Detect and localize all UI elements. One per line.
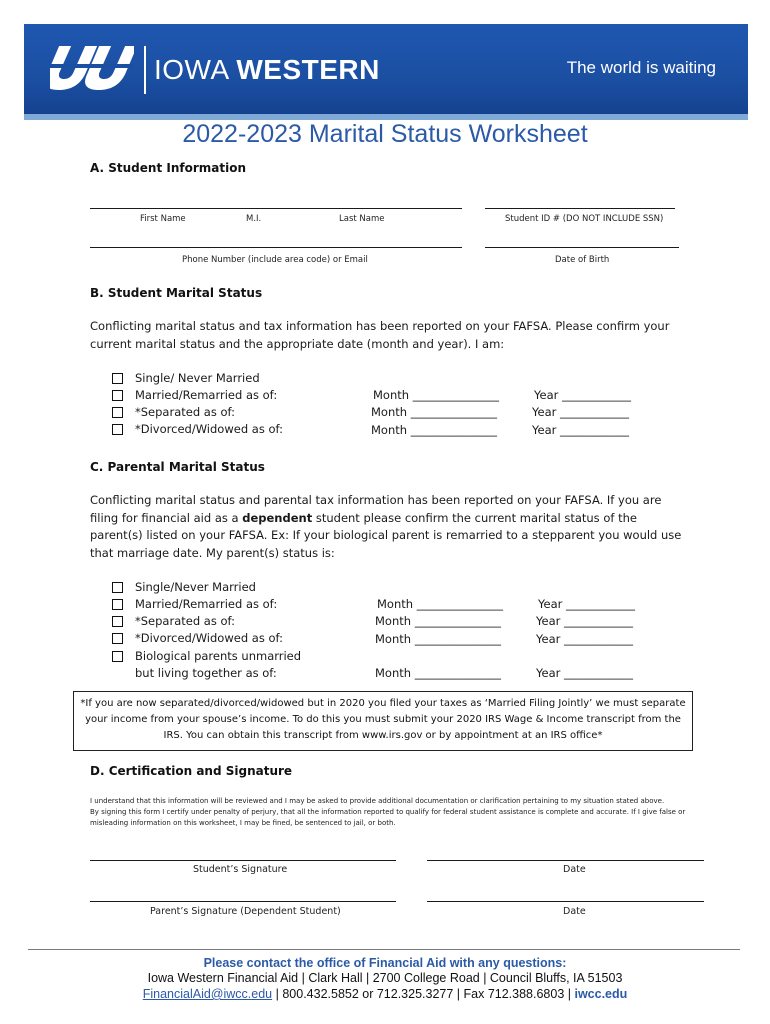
student-signature-line[interactable] <box>90 860 396 861</box>
phone-email-label: Phone Number (include area code) or Email <box>182 255 368 265</box>
parent-unmarried-checkbox[interactable] <box>112 651 123 662</box>
student-date-line[interactable] <box>427 860 704 861</box>
student-divorced-month[interactable]: Month _______________ <box>371 423 497 437</box>
parent-signature-line[interactable] <box>90 901 396 902</box>
brand-name <box>154 54 380 86</box>
student-option-label: *Separated as of: <box>135 405 236 419</box>
dob-label: Date of Birth <box>555 255 610 265</box>
student-date-label: Date <box>563 864 586 875</box>
parent-option-label: Single/Never Married <box>135 580 256 594</box>
student-married-year[interactable]: Year ____________ <box>534 388 632 402</box>
last-name-label: Last Name <box>339 214 385 224</box>
student-divorced-checkbox[interactable] <box>112 424 123 435</box>
header-banner <box>24 24 748 120</box>
parent-married-checkbox[interactable] <box>112 599 123 610</box>
student-separated-checkbox[interactable] <box>112 407 123 418</box>
parent-option-label-continued: but living together as of: <box>135 666 277 680</box>
section-c-heading: C. Parental Marital Status <box>90 460 265 474</box>
certification-text-1: I understand that this information will be reviewed and I may be asked to provide additional documentation or clarification pertaining to my situation stated above. <box>90 797 665 805</box>
section-b-intro: Conflicting marital status and tax information has been reported on your FAFSA. Please confirm your current marital status and the appropriate date (month and year). I am: <box>90 319 670 351</box>
student-married-checkbox[interactable] <box>112 390 123 401</box>
tagline: The world is waiting <box>566 58 716 77</box>
parent-signature-label: Parent’s Signature (Dependent Student) <box>150 906 341 917</box>
certification-text-2: By signing this form I certify under penalty of perjury, that all the information reported to qualify for federal student assistance is complete and accurate. If I give false or misleading information on this worksheet, I may be fined, be sentenced to jail, or both. <box>90 808 686 827</box>
footer-contact-heading: Please contact the office of Financial Aid with any questions: <box>203 956 567 970</box>
parent-married-year[interactable]: Year ____________ <box>538 597 636 611</box>
logo-divider <box>144 46 146 94</box>
student-signature-label: Student’s Signature <box>193 864 288 875</box>
parent-option-label: *Separated as of: <box>135 614 236 628</box>
iowa-western-logo-icon <box>50 42 134 92</box>
section-c-intro <box>90 492 690 562</box>
student-single-checkbox[interactable] <box>112 373 123 384</box>
student-separated-year[interactable]: Year ____________ <box>532 405 630 419</box>
parent-date-label: Date <box>563 906 586 917</box>
parent-option-label: *Divorced/Widowed as of: <box>135 631 284 645</box>
section-c-intro-part-2: student please confirm the current marital status of the parent(s) listed on your FAFSA. Ex: If your biological parent is remarried to a stepparent you would use that marriage date. My parent(s) status is: <box>90 510 682 560</box>
section-b-heading: B. Student Marital Status <box>90 286 263 300</box>
page-title: 2022-2023 Marital Status Worksheet <box>182 120 588 148</box>
website-link[interactable]: iwcc.edu <box>574 987 628 1001</box>
student-option-label: *Divorced/Widowed as of: <box>135 422 284 436</box>
student-divorced-year[interactable]: Year ____________ <box>532 423 630 437</box>
parent-divorced-checkbox[interactable] <box>112 633 123 644</box>
section-c-intro-part-1: Conflicting marital status and parental tax information has been reported on your FAFSA. If you are filing for financial aid as a <box>90 493 662 525</box>
footer-contact-line <box>0 987 770 1001</box>
footer-divider <box>28 949 740 950</box>
financial-aid-email-link[interactable]: FinancialAid@iwcc.edu <box>142 987 273 1001</box>
parent-separated-year[interactable]: Year ____________ <box>536 614 634 628</box>
parent-divorced-year[interactable]: Year ____________ <box>536 632 634 646</box>
irs-transcript-note: *If you are now separated/divorced/widowed but in 2020 you filed your taxes as ‘Married Filing Jointly’ we must separate your income from your spouse’s income. To do this you must submit your 2020 IRS Wage & Income transcript from the IRS. You can obtain this transcript from www.irs.gov or by appointment at an IRS office* <box>73 691 693 751</box>
parent-unmarried-year[interactable]: Year ____________ <box>536 666 634 680</box>
section-c-intro-bold: dependent <box>242 510 313 525</box>
parent-separated-month[interactable]: Month _______________ <box>375 614 501 628</box>
parent-date-line[interactable] <box>427 901 704 902</box>
parent-unmarried-month[interactable]: Month _______________ <box>375 666 501 680</box>
first-name-label: First Name <box>140 214 186 224</box>
parent-option-label: Biological parents unmarried <box>135 649 302 663</box>
phone-email-line[interactable] <box>90 247 462 248</box>
parent-married-month[interactable]: Month _______________ <box>377 597 503 611</box>
brand-name-light: IOWA <box>154 54 237 85</box>
student-id-label: Student ID # (DO NOT INCLUDE SSN) <box>505 214 664 224</box>
footer-address: Iowa Western Financial Aid | Clark Hall | 2700 College Road | Council Bluffs, IA 51503 <box>147 971 623 985</box>
mi-label: M.I. <box>246 214 262 224</box>
student-option-label: Married/Remarried as of: <box>135 388 278 402</box>
brand-name-bold: WESTERN <box>236 54 380 85</box>
student-separated-month[interactable]: Month _______________ <box>371 405 497 419</box>
section-d-heading: D. Certification and Signature <box>90 764 293 778</box>
parent-option-label: Married/Remarried as of: <box>135 597 278 611</box>
footer-phones: | 800.432.5852 or 712.325.3277 | Fax 712.388.6803 | <box>272 987 575 1001</box>
section-a-heading: A. Student Information <box>90 161 246 175</box>
student-married-month[interactable]: Month _______________ <box>373 388 499 402</box>
parent-separated-checkbox[interactable] <box>112 616 123 627</box>
certification-text <box>90 796 690 829</box>
parent-divorced-month[interactable]: Month _______________ <box>375 632 501 646</box>
student-option-label: Single/ Never Married <box>135 371 260 385</box>
student-id-line[interactable] <box>485 208 675 209</box>
name-line[interactable] <box>90 208 462 209</box>
parent-single-checkbox[interactable] <box>112 582 123 593</box>
dob-line[interactable] <box>485 247 679 248</box>
